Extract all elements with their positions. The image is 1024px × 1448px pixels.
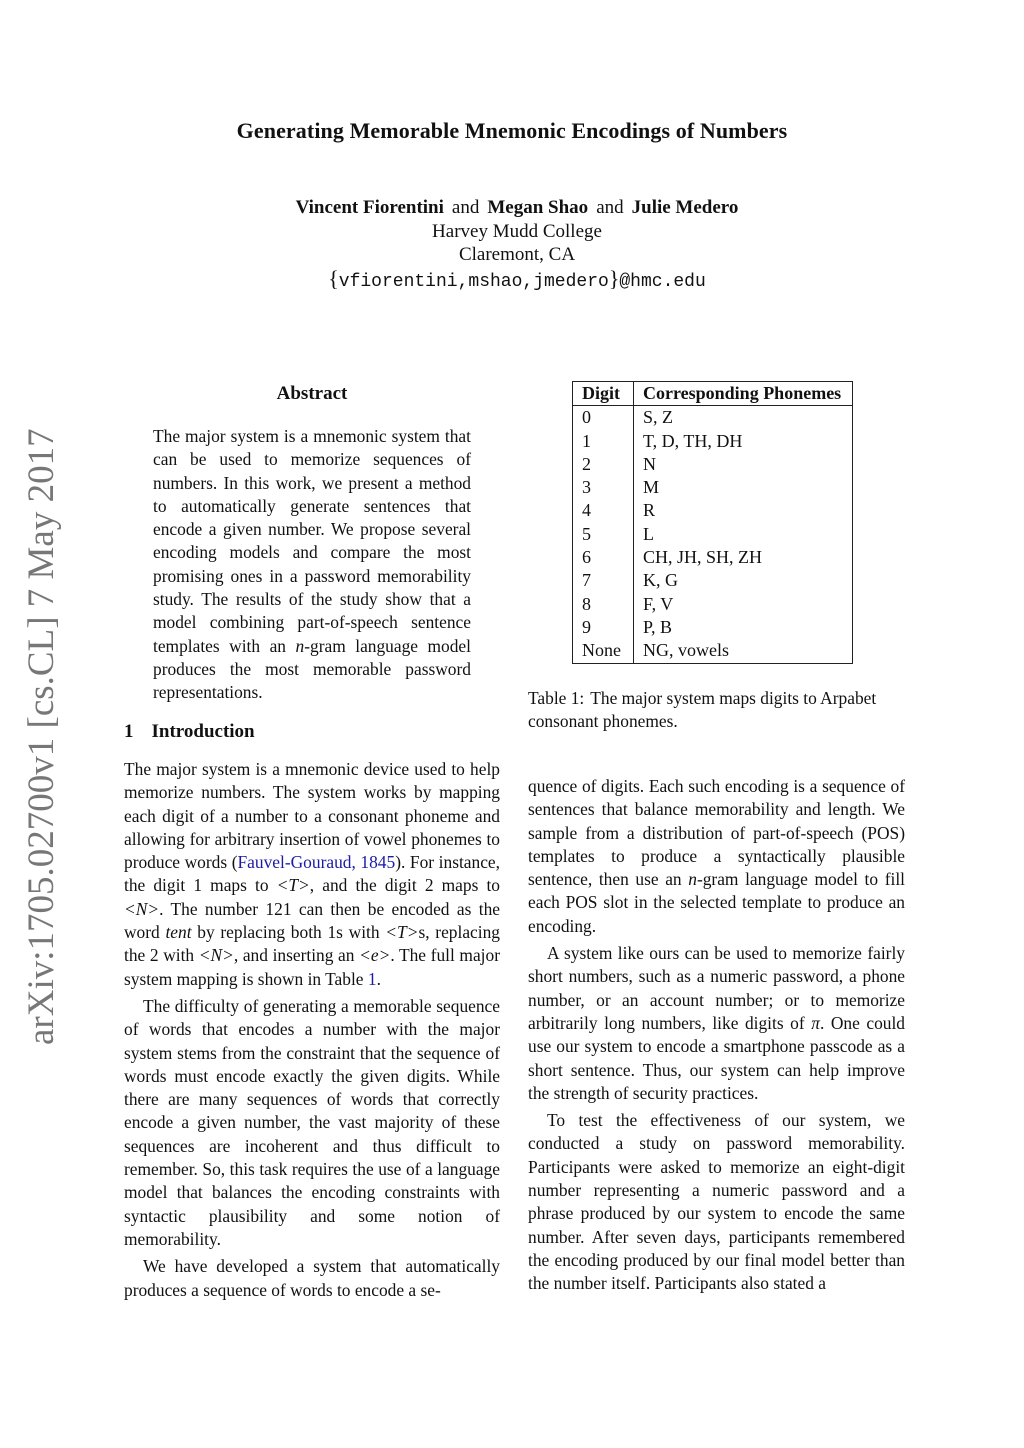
caption-label: Table 1:: [528, 688, 585, 708]
right-column-text: [528, 775, 905, 1296]
author-emails: {vfiorentini,mshao,jmedero}@hmc.edu: [328, 265, 706, 292]
table-cell: R: [643, 500, 656, 521]
table-row: [573, 499, 853, 522]
table-cell: 9: [573, 616, 634, 639]
table-header-row: [573, 382, 853, 406]
table-cell: L: [643, 523, 654, 544]
table-row: [573, 616, 853, 639]
table-cell: T, D, TH, DH: [643, 430, 743, 451]
table-cell: CH, JH, SH, ZH: [643, 547, 763, 568]
table-row: [573, 453, 853, 476]
intro-paragraph-3: We have developed a system that automatically produces a sequence of words to encode a se-: [124, 1256, 500, 1300]
math-pi: π: [811, 1012, 820, 1033]
table-row: [573, 523, 853, 546]
table-header-cell: Digit: [573, 382, 634, 406]
author-name: Julie Medero: [631, 197, 739, 218]
email-domain: @hmc.edu: [619, 271, 706, 292]
section-heading-introduction: [124, 721, 255, 743]
intro-paragraph-4: A system like ours can be used to memorize fairly short numbers, such as a numeric password, a phone number, or an account number; or to memorize arbitrarily long numbers, like digits of π. One could use our system to encode a smartphone passcode as a short sentence. Thus, our system can help improve the strength of security practices.: [528, 943, 905, 1103]
table-cell: None: [573, 639, 634, 663]
table-row: [573, 569, 853, 592]
math-n: n: [295, 635, 305, 656]
intro-paragraph-3-continued: quence of digits. Each such encoding is a sequence of sentences that balance memorability and length. We sample from a distribution of part-of-speech (POS) templates to produce a syntactically plausible sentence, then use an n-gram language model to fill each POS slot in the selected template to produce an encoding.: [528, 776, 905, 936]
table-cell: M: [643, 477, 660, 498]
table-cell: N: [643, 453, 656, 474]
table-cell: P, B: [643, 616, 673, 637]
table-cell: 2: [573, 453, 634, 476]
table-cell: K, G: [643, 570, 678, 591]
table-cell: NG, vowels: [643, 640, 729, 661]
math-n: n: [688, 869, 697, 890]
major-system-table: [572, 381, 853, 664]
author-name: Megan Shao: [487, 197, 589, 218]
table-caption: [528, 687, 905, 734]
author-block: [0, 196, 1024, 294]
paper-title: Generating Memorable Mnemonic Encodings of Numbers: [236, 118, 788, 143]
location: Claremont, CA: [458, 244, 576, 265]
table-cell: F, V: [643, 593, 674, 614]
left-column-text: [124, 758, 500, 1302]
table-cell: 4: [573, 499, 634, 522]
table-row: [573, 406, 853, 430]
intro-paragraph-1: The major system is a mnemonic device used to help memorize numbers. The system works by mapping each digit of a number to a consonant phoneme and allowing for arbitrary insertion of vowel phonemes to produce words (Fauvel-Gouraud, 1845). For instance, the digit 1 maps to <T>, and the digit 2 maps to <N>. The number 121 can then be encoded as the word tent by replacing both 1s with <T>s, replacing the 2 with <N>, and inserting an <e>. The full major system mapping is shown in Table 1.: [124, 759, 501, 989]
author-name: Vincent Fiorentini: [295, 197, 444, 218]
email-users: vfiorentini,mshao,jmedero: [338, 271, 609, 292]
table-cell: 3: [573, 476, 634, 499]
caption-text: The major system maps digits to Arpabet consonant phonemes.: [528, 688, 877, 732]
author-conjunction: and: [596, 197, 624, 218]
table-cell: S, Z: [643, 407, 674, 428]
table-cell: 1: [573, 430, 634, 453]
table-row: [573, 546, 853, 569]
table-row: [573, 639, 853, 663]
table-cell: 5: [573, 523, 634, 546]
author-names: [0, 196, 1024, 220]
table-cell: 6: [573, 546, 634, 569]
section-title: Introduction: [151, 721, 255, 742]
arxiv-stamp: arXiv:1705.02700v1 [cs.CL] 7 May 2017: [21, 428, 62, 1045]
table-reference-link[interactable]: 1: [367, 968, 377, 989]
citation-link[interactable]: Fauvel-Gouraud, 1845: [237, 852, 396, 873]
table-cell: 7: [573, 569, 634, 592]
abstract-body: The major system is a mnemonic system that can be used to memorize sequences of numbers. In this work, we present a method to automatically generate sentences that encode a given number. We propose several encoding models and compare the most promising ones in a password memorability study. The results of the study show that a model combining part-of-speech sentence templates with an n-gram language model produces the most memorable password representations.: [153, 426, 471, 703]
section-number: 1: [124, 721, 134, 742]
table-row: [573, 430, 853, 453]
table-header-cell: Corresponding Phonemes: [634, 382, 853, 406]
table-cell: 0: [573, 406, 634, 430]
author-conjunction: and: [451, 197, 480, 218]
affiliation: Harvey Mudd College: [432, 220, 602, 242]
abstract-heading: Abstract: [276, 383, 348, 404]
intro-paragraph-2: The difficulty of generating a memorable sequence of words that encodes a number with the major system stems from the constraint that the sequence of words must encode exactly the given digits. While there are many sequences of words that correctly encode a given number, the vast majority of these sequences are incoherent and thus difficult to remember. So, this task requires the use of a language model that balances the encoding constraints with syntactic plausibility and some notion of memorability.: [124, 995, 500, 1249]
intro-paragraph-5: To test the effectiveness of our system, we conducted a study on password memorability. Participants were asked to memorize an eight-digit number representing a numeric password and a phrase produced by our system to encode the same number. After seven days, participants remembered the encoding produced by our final model better than the number itself. Participants also stated a: [528, 1110, 905, 1294]
table-row: [573, 593, 853, 616]
table-row: [573, 476, 853, 499]
table-cell: 8: [573, 593, 634, 616]
